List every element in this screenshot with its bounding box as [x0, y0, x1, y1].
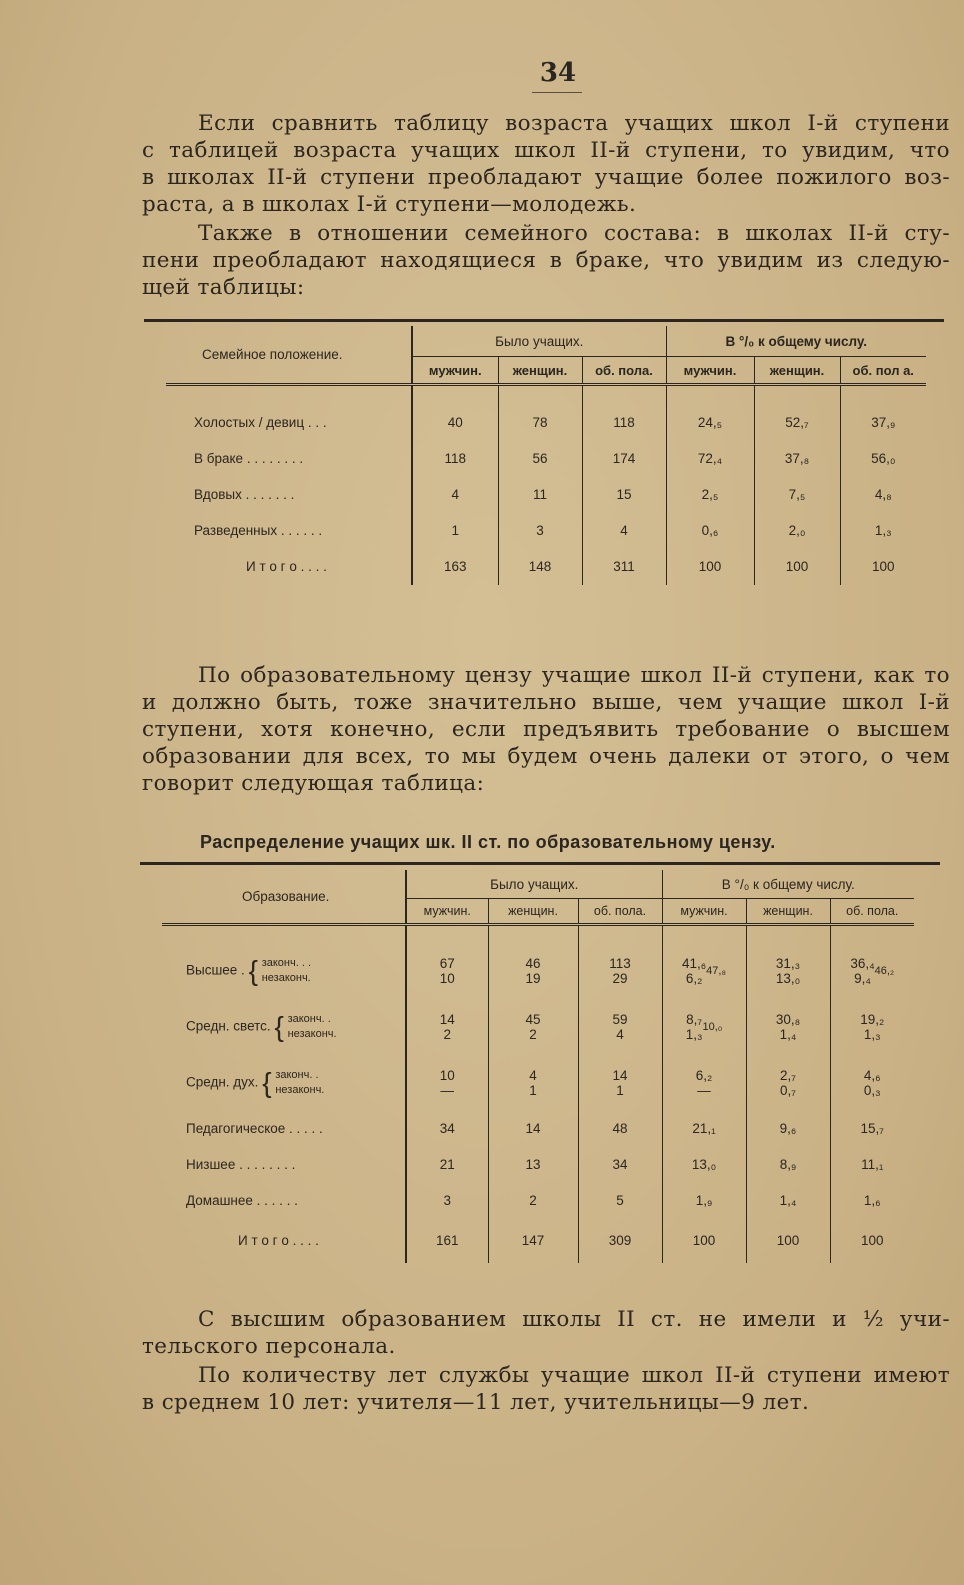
table-cell: 100 [840, 549, 926, 585]
paragraph-line: в школах II-й ступени преобладают учащие более пожилого воз- [142, 165, 950, 190]
family-status-table [166, 326, 926, 585]
table-cell: 24,₅ [666, 405, 754, 441]
table-cell: 118 [412, 441, 498, 477]
table-cell: 6,₂ [685, 970, 703, 986]
page-number: 34 [539, 58, 577, 88]
table-cell: 37,₉ [840, 405, 926, 441]
table-cell: 31,₃ [775, 955, 801, 971]
paragraph-line: и должно быть, тоже значительно выше, чем учащие школ I-й [142, 690, 950, 715]
table2-subheader: мужчин. [662, 899, 746, 925]
row-label: Низшее . . . . . . . . [186, 1157, 296, 1172]
table-cell: 147 [488, 1219, 578, 1263]
table-cell: 100 [666, 549, 754, 585]
paragraph-line: тельского персонала. [142, 1334, 396, 1359]
table2-subheader: женщин. [746, 899, 830, 925]
table-cell: 2,₅ [666, 477, 754, 513]
table-cell: 15,₇ [830, 1111, 914, 1147]
table-cell: 13,₀ [775, 970, 801, 986]
table-cell: 1,₃ [685, 1026, 703, 1042]
table-row-total [166, 549, 926, 585]
table-cell: 8,₇ [686, 1011, 703, 1027]
table-row [166, 477, 926, 513]
table-row [162, 1147, 914, 1183]
table2-subheader: мужчин. [406, 899, 488, 925]
table1-group-pct: В °/₀ к общему числу. [666, 326, 926, 357]
table-cell: 34 [578, 1147, 662, 1183]
table2-title: Распределение учащих шк. II ст. по образовательному цензу. [200, 832, 776, 852]
table-cell: 78 [498, 405, 582, 441]
table-row [166, 441, 926, 477]
table-cell: 1,₉ [662, 1183, 746, 1219]
table-cell: 36,₄ [850, 955, 875, 971]
table1-subheader: мужчин. [412, 357, 498, 385]
paragraph-line: С высшим образованием школы II ст. не имели и ½ учи- [198, 1307, 950, 1332]
row-label: Средн. светс. [186, 1018, 271, 1034]
paragraph-line: По количеству лет службы учащие школ II-й ступени имеют [198, 1363, 950, 1388]
table-cell: 48 [578, 1111, 662, 1147]
table-cell: 41,₆ [681, 955, 707, 971]
table-row [162, 1111, 914, 1147]
table-cell: 10 [439, 970, 455, 986]
table-cell: 0,₇ [780, 1082, 796, 1098]
paragraph-line: щей таблицы: [142, 275, 305, 300]
table2-group-pct: В °/₀ к общему числу. [662, 870, 914, 899]
table-cell: 56,₀ [840, 441, 926, 477]
brace-icon: { [274, 1010, 284, 1042]
paragraph-1 [142, 110, 950, 218]
paragraph-line: ступени, хотя конечно, если предъявить требование о высшем [142, 717, 950, 742]
row-sublabel: незаконч. [261, 971, 311, 984]
table1-top-rule [144, 319, 944, 322]
row-label: Вдовых . . . . . . . [194, 487, 295, 502]
table-cell: 6,₂ [695, 1067, 713, 1083]
table-cell: 11,₁ [830, 1147, 914, 1183]
table-cell: 72,₄ [666, 441, 754, 477]
paragraph-line: говорит следующая таблица: [142, 771, 485, 796]
row-label: И т о г о . . . . [238, 1233, 319, 1248]
row-sublabel: законч. . [287, 1012, 331, 1025]
table-cell-total: 10,₀ [702, 1020, 723, 1033]
table-cell: 37,₈ [754, 441, 840, 477]
table2-group-count: Было учащих. [406, 870, 662, 899]
row-sublabel: незаконч. [287, 1027, 337, 1040]
row-label: Домашнее . . . . . . [186, 1193, 298, 1208]
table-cell: 5 [578, 1183, 662, 1219]
table-cell: 100 [754, 549, 840, 585]
table-row-total [162, 1219, 914, 1263]
row-label: Разведенных . . . . . . [194, 523, 323, 538]
table-cell: 21 [406, 1147, 488, 1183]
table-cell: 19,₂ [860, 1011, 885, 1027]
table-cell: 59 [612, 1011, 628, 1027]
table-cell: 100 [662, 1219, 746, 1263]
paragraph-line: образовании для всех, то мы будем очень далеки от этого, о чем [142, 744, 950, 769]
table-cell: 309 [578, 1219, 662, 1263]
brace-icon: { [248, 954, 258, 986]
table-row [166, 513, 926, 549]
table-cell: 100 [830, 1219, 914, 1263]
table1-group-count: Было учащих. [412, 326, 666, 357]
table-cell: 163 [412, 549, 498, 585]
table2-subheader: об. пола. [830, 899, 914, 925]
table-cell: 4,₆ [863, 1067, 881, 1083]
row-label: Высшее . [186, 962, 245, 978]
table-cell: 1,₃ [840, 513, 926, 549]
table-cell: 10 [439, 1067, 455, 1083]
paragraph-line: По образовательному цензу учащие школ II-й ступени, как то [198, 663, 950, 688]
table-cell: 1,₃ [863, 1026, 881, 1042]
table-cell: 161 [406, 1219, 488, 1263]
table-cell: — [697, 1082, 711, 1098]
table-cell: 1 [616, 1082, 624, 1098]
paragraph-line: с таблицей возраста учащих школ II-й ступени, то увидим, что [142, 138, 950, 163]
table-cell: 45 [525, 1011, 541, 1027]
table-row [162, 1183, 914, 1219]
row-label: В браке . . . . . . . . [194, 451, 304, 466]
table-cell: 34 [406, 1111, 488, 1147]
paragraph-4 [142, 1306, 950, 1360]
table-row [166, 405, 926, 441]
table-cell: 1 [529, 1082, 537, 1098]
table-cell: 15 [582, 477, 666, 513]
table-cell: 4,₈ [840, 477, 926, 513]
table-cell: 8,₉ [746, 1147, 830, 1183]
table-cell: 2 [529, 1026, 537, 1042]
table-cell: 21,₁ [662, 1111, 746, 1147]
row-label: И т о г о . . . . [246, 559, 327, 574]
row-sublabel: незаконч. [275, 1083, 325, 1096]
table2-top-rule [140, 862, 940, 865]
table-cell: 13,₀ [662, 1147, 746, 1183]
table-cell: 14 [439, 1011, 455, 1027]
row-sublabel: законч. . [275, 1068, 319, 1081]
row-label: Холостых / девиц . . . [194, 415, 327, 430]
paragraph-2 [142, 220, 950, 301]
table-cell-total: 47,₈ [706, 964, 727, 977]
row-sublabel: законч. . . [261, 956, 312, 969]
table-cell: 113 [609, 955, 631, 971]
table2-subheader: об. пола. [578, 899, 662, 925]
table-cell: 0,₆ [666, 513, 754, 549]
table-cell: 3 [406, 1183, 488, 1219]
table-cell: 14 [488, 1111, 578, 1147]
table-cell: 46 [525, 955, 541, 971]
table1-subheader: мужчин. [666, 357, 754, 385]
table-cell: 19 [525, 970, 541, 986]
table-cell: 174 [582, 441, 666, 477]
table-cell: 4 [412, 477, 498, 513]
table-cell: 56 [498, 441, 582, 477]
table-row-group [162, 999, 914, 1055]
table-cell: 4 [582, 513, 666, 549]
table-cell: 40 [412, 405, 498, 441]
paragraph-line: пени преобладают находящиеся в браке, что увидим из следую- [142, 248, 950, 273]
paragraph-5 [142, 1362, 950, 1416]
page-number-rule [532, 92, 582, 93]
table-cell: 118 [582, 405, 666, 441]
row-label: Средн. дух. [186, 1074, 259, 1090]
table-cell: 30,₈ [775, 1011, 801, 1027]
table1-subheader: женщин. [498, 357, 582, 385]
paragraph-line: раста, а в школах I-й ступени—молодежь. [142, 192, 637, 217]
table-cell: 2 [443, 1026, 451, 1042]
table-cell: 67 [439, 955, 455, 971]
table-cell: 0,₃ [863, 1082, 881, 1098]
table-cell: 29 [612, 970, 628, 986]
table-cell: 11 [498, 477, 582, 513]
table-cell: 311 [582, 549, 666, 585]
table-cell: 14 [612, 1067, 628, 1083]
table-cell: 1,₆ [830, 1183, 914, 1219]
table-cell: 1,₄ [779, 1026, 797, 1042]
paragraph-line: Также в отношении семейного состава: в школах II-й сту- [198, 221, 950, 246]
table-cell: 2,₀ [754, 513, 840, 549]
table-cell: 7,₅ [754, 477, 840, 513]
table1-col-label: Семейное положение. [166, 326, 412, 385]
table-cell: 4 [616, 1026, 624, 1042]
table-cell: 1,₄ [746, 1183, 830, 1219]
table-cell: 9,₆ [746, 1111, 830, 1147]
table-cell: 100 [746, 1219, 830, 1263]
table-cell: 13 [488, 1147, 578, 1183]
table2-col-label: Образование. [162, 870, 406, 925]
table-cell: 3 [498, 513, 582, 549]
table-cell: 9,₄ [854, 970, 871, 986]
education-table [162, 870, 914, 1263]
table-cell-total: 46,₂ [874, 964, 895, 977]
table-cell: 1 [412, 513, 498, 549]
paragraph-line: в среднем 10 лет: учителя—11 лет, учительницы—9 лет. [142, 1390, 810, 1415]
table-cell: 4 [529, 1067, 537, 1083]
table1-subheader: об. пол а. [840, 357, 926, 385]
table-cell: 148 [498, 549, 582, 585]
table1-subheader: об. пола. [582, 357, 666, 385]
table1-subheader: женщин. [754, 357, 840, 385]
table2-subheader: женщин. [488, 899, 578, 925]
paragraph-line: Если сравнить таблицу возраста учащих школ I-й ступени [198, 111, 950, 136]
table-row-group [162, 1055, 914, 1111]
paragraph-3 [142, 662, 950, 797]
table-row-group [162, 943, 914, 999]
table-cell: 2 [488, 1183, 578, 1219]
table-cell: 2,₇ [780, 1067, 796, 1083]
row-label: Педагогическое . . . . . [186, 1121, 323, 1136]
table-cell: — [440, 1082, 454, 1098]
table-cell: 52,₇ [754, 405, 840, 441]
brace-icon: { [262, 1066, 272, 1098]
